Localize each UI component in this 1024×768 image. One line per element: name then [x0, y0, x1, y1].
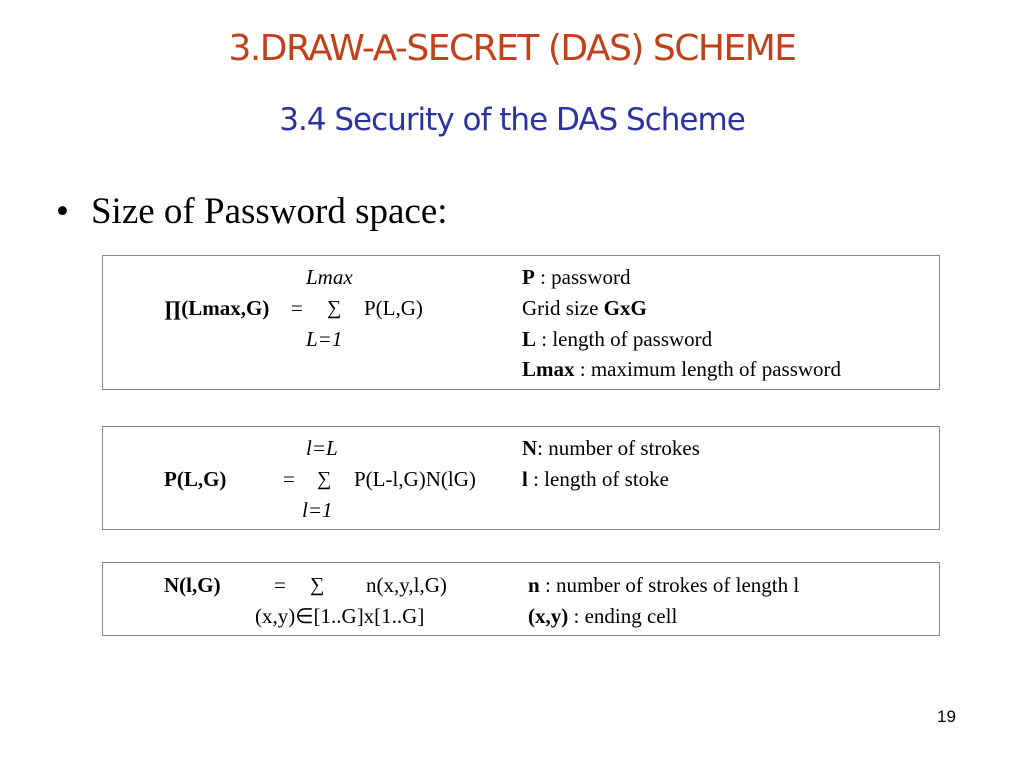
box3-def-ending-cell	[528, 604, 677, 629]
box3-lhs: N(l,G)	[164, 573, 221, 597]
def-term: l	[522, 467, 528, 491]
def-term: Lmax	[522, 357, 575, 381]
box3-equals: =	[274, 573, 286, 597]
box2-upper-limit: l=L	[306, 436, 338, 460]
def-desc: : length of stoke	[527, 467, 669, 491]
def-term: GxG	[603, 296, 647, 320]
def-term: L	[522, 327, 537, 351]
def-term: P	[522, 265, 535, 289]
box1-equals: =	[291, 296, 303, 320]
box3-rhs: n(x,y,l,G)	[366, 573, 447, 597]
def-desc: : maximum length of password	[574, 357, 842, 381]
box1-lhs: ∏(Lmax,G)	[164, 296, 270, 320]
slide-subtitle: 3.4 Security of the DAS Scheme	[279, 102, 745, 138]
box1-sum-symbol: ∑	[327, 297, 342, 319]
box2-rhs: P(L-l,G)N(lG)	[354, 467, 476, 491]
bullet-dot: •	[56, 191, 69, 232]
formula-box-p-of-lg	[102, 426, 940, 530]
box1-def-password	[522, 265, 631, 290]
box1-rhs: P(L,G)	[364, 296, 423, 320]
def-term: N	[522, 436, 538, 460]
box2-def-strokes	[522, 436, 700, 461]
box3-def-n	[528, 573, 799, 598]
box2-equals: =	[283, 467, 295, 491]
box3-sum-symbol: ∑	[310, 574, 325, 596]
box3-lower-limit: (x,y)∈[1..G]x[1..G]	[255, 604, 425, 628]
def-term: n	[528, 573, 540, 597]
bullet-item	[56, 190, 448, 233]
box2-lower-limit: l=1	[302, 498, 333, 522]
box1-def-grid-size	[522, 296, 647, 321]
def-desc: : ending cell	[568, 604, 678, 628]
box2-def-stroke-length	[522, 467, 669, 492]
formula-box-n-of-lg	[102, 562, 940, 636]
bullet-text: Size of Password space:	[90, 191, 448, 232]
box1-def-length	[522, 327, 712, 352]
def-term: (x,y)	[528, 604, 569, 628]
def-desc: : password	[534, 265, 631, 289]
box1-upper-limit: Lmax	[306, 265, 353, 289]
page-number: 19	[937, 707, 956, 726]
slide-title: 3.DRAW-A-SECRET (DAS) SCHEME	[228, 28, 796, 69]
def-desc: : number of strokes of length l	[539, 573, 800, 597]
box1-lower-limit: L=1	[306, 327, 343, 351]
def-desc: : number of strokes	[537, 436, 700, 460]
def-prefix: Grid size	[522, 296, 604, 320]
def-desc: : length of password	[536, 327, 713, 351]
box2-lhs: P(L,G)	[164, 467, 227, 491]
box1-def-max-length	[522, 357, 841, 382]
box2-sum-symbol: ∑	[317, 468, 332, 490]
